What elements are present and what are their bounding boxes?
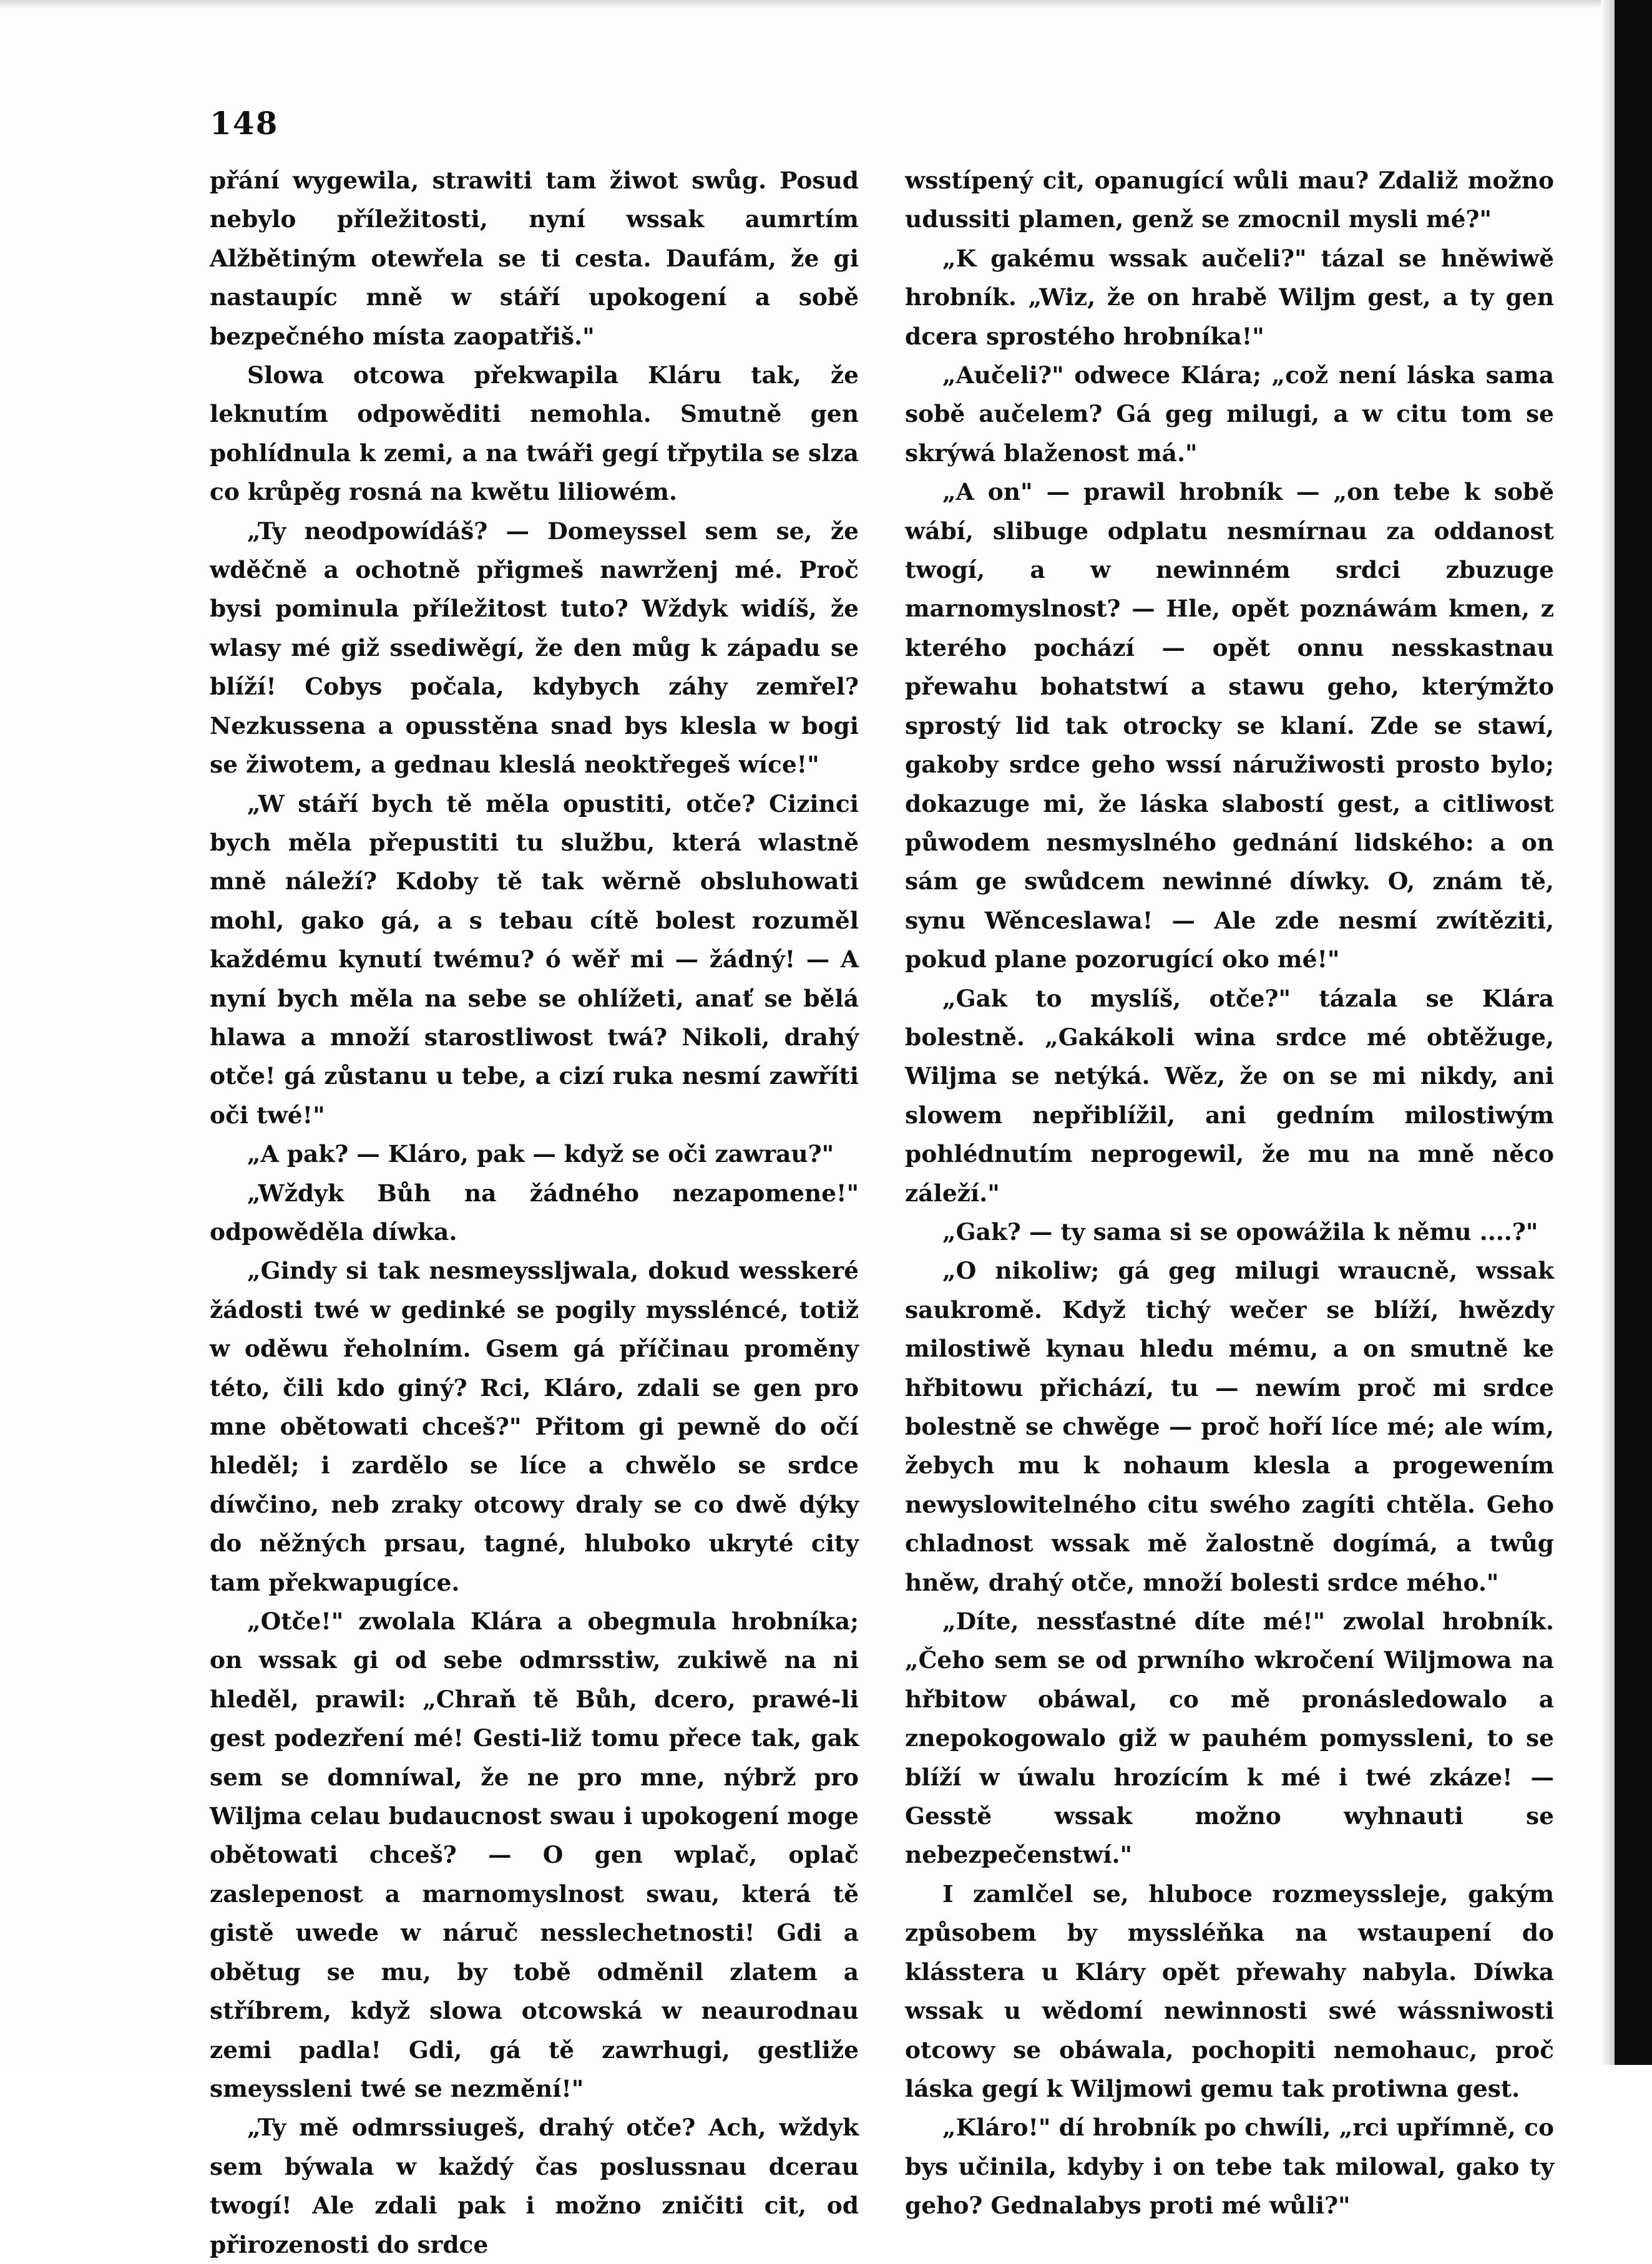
paragraph: „W stáří bych tě měla opustiti, otče? Cizinci bych měla přepustiti tu službu, která wlastně mně náleží? Kdoby tě tak wěrně obsluhowati mohl, gako gá, a s tebau cítě bolest rozuměl každému kynutí twému? ó wěř mi — žádný! — A nyní bych měla na sebe se ohlížeti, anať se bělá hlawa a množí starostliwost twá? Nikoli, drahý otče! gá zůstanu u tebe, a cizí ruka nesmí zawříti oči twé!" — [210, 789, 859, 1129]
paragraph: „Ty neodpowídáš? — Domeyssel sem se, že wděčně a ochotně přigmeš nawrženj mé. Proč bysi pominula příležitost tuto? Wždyk widíš, že wlasy mé giž ssediwěgí, že den můg k západu se blíží! Cobys počala, kdybych záhy zemřel? Nezkussena a opusstěna snad bys klesla w bogi se žiwotem, a gednau kleslá neoktřegeš wíce!" — [210, 517, 859, 779]
paragraph: „Aučeli?" odwece Klára; „což není láska sama sobě aučelem? Gá geg milugi, a w citu tom se skrýwá blaženost má." — [905, 361, 1554, 467]
paragraph: „Díte, nessťastné díte mé!" zwolal hrobník. „Čeho sem se od prwního wkročení Wiljmowa na hřbitow obáwal, co mě pronásledowalo a znepokogowalo giž w pauhém pomyssleni, to se blíží w úwalu hrozícím k mé i twé zkáze! — Gesstě wssak možno wyhnauti se nebezpečenstwí." — [905, 1608, 1554, 1869]
paragraph: I zamlčel se, hluboce rozmeyssleje, gakým způsobem by myssléňka na wstaupení do klásstera u Kláry opět přewahy nabyla. Díwka wssak u wědomí newinnosti swé wássniwosti otcowy se obáwala, pochopiti nemohauc, proč láska gegí k Wiljmowi gemu tak protiwna gest. — [905, 1880, 1554, 2102]
paragraph: „Wždyk Bůh na žádného nezapomene!" odpowěděla díwka. — [210, 1179, 859, 1246]
paragraph: „Gak? — ty sama si se opowážila k němu ....?" — [942, 1217, 1538, 1246]
paragraph: „K gakému wssak aučeli?" tázal se hněwiwě hrobník. „Wiz, že on hrabě Wiljm gest, a ty gen dcera sprostého hrobníka!" — [905, 244, 1554, 350]
paragraph: wsstípený cit, opanugící wůli mau? Zdaliž možno udussiti plamen, genž se zmocnil mysli mé?" — [905, 167, 1554, 233]
paragraph: „Kláro!" dí hrobník po chwíli, „rci upřímně, co bys učinila, kdyby i on tebe tak milowal, gako ty geho? Gednalabys proti mé wůli?" — [905, 2114, 1554, 2220]
paragraph: Slowa otcowa překwapila Kláru tak, že leknutím odpowěditi nemohla. Smutně gen pohlídnula k zemi, a na twáři gegí třpytila se slza co krůpěg rosná na kwětu liliowém. — [210, 361, 859, 506]
page-top-shadow — [0, 0, 1615, 9]
paragraph: „A on" — prawil hrobník — „on tebe k sobě wábí, slibuge odplatu nesmírnau za oddanost twogí, a w newinném srdci zbuzuge marnomyslnost? — Hle, opět poznáwám kmen, z kterého pochází — opět onnu nesskastnau přewahu bohatstwí a stawu geho, kterýmžto sprostý lid tak otrocky se klaní. Zde se stawí, gakoby srdce geho wssí náružiwosti prosto bylo; dokazuge mi, že láska slabostí gest, a citliwost půwodem nesmyslného gednání lidského: a on sám ge swůdcem newinné díwky. O, znám tě, synu Wěnceslawa! — Ale zde nesmí zwítěziti, pokud plane pozorugící oko mé!" — [905, 478, 1554, 973]
right-text-column — [905, 161, 1554, 2225]
paragraph: přání wygewila, strawiti tam žiwot swůg. Posud nebylo příležitosti, nyní wssak aumrtím Alžbětiným otewřela se ti cesta. Daufám, že gi nastaupíc mně w stáří upokogení a sobě bezpečného místa zaopatřiš." — [210, 167, 859, 350]
page-right-edge — [1615, 0, 1652, 2065]
paragraph: „Ty mě odmrssiugeš, drahý otče? Ach, wždyk sem býwala w každý čas poslussnau dcerau twogí! Ale zdali pak i možno zničiti cit, od přirozenosti do srdce — [210, 2114, 859, 2258]
paragraph: „O nikoliw; gá geg milugi wraucně, wssak saukromě. Když tichý wečer se blíží, hwězdy milostiwě kynau hledu mému, a on smutně ke hřbitowu přichází, tu — newím proč mi srdce bolestně se chwěge — proč hoří líce mé; ale wím, žebych mu k nohaum klesla a progewením newyslowitelného citu swého zagíti chtěla. Geho chladnost wssak mě žalostně dogímá, a twůg hněw, drahý otče, množí bolesti srdce mého." — [905, 1257, 1554, 1596]
paragraph: „Otče!" zwolala Klára a obegmula hrobníka; on wssak gi od sebe odmrsstiw, zukiwě na ni hleděl, prawil: „Chraň tě Bůh, dcero, prawé-li gest podezření mé! Gesti-liž tomu přece tak, gak sem se domníwal, že ne pro mne, nýbrž pro Wiljma celau budaucnost swau i upokogení moge obětowati chceš? — O gen wplač, oplač zaslepenost a marnomyslnost swau, která tě gistě uwede w náruč nesslechetnosti! Gdi a obětug se mu, by tobě odměnil zlatem a stříbrem, když slowa otcowská w neaurodnau zemi padla! Gdi, gá tě zawrhugi, gestliže smeyssleni twé se nezmění!" — [210, 1608, 859, 2102]
paragraph: „Gak to myslíš, otče?" tázala se Klára bolestně. „Gakákoli wina srdce mé obtěžuge, Wiljma se netýká. Wěz, že on se mi nikdy, ani slowem nepřiblížil, ani gedním milostiwým pohlédnutím neprogewil, že mu na mně něco záleží." — [905, 984, 1554, 1207]
page-number: 148 — [210, 105, 279, 142]
paragraph: „Gindy si tak nesmeyssljwala, dokud wesskeré žádosti twé w gedinké se pogily myssléncé, totiž w oděwu řeholním. Gsem gá příčinau proměny této, čili kdo giný? Rci, Kláro, zdali se gen pro mne obětowati chceš?" Přitom gi pewně do očí hleděl; i zardělo se líce a chwělo se srdce díwčino, neb zraky otcowy draly se co dwě dýky do něžných prsau, tagné, hluboko ukryté city tam překwapugíce. — [210, 1257, 859, 1596]
paragraph: „A pak? — Kláro, pak — když se oči zawrau?" — [247, 1140, 834, 1168]
left-text-column — [210, 161, 859, 2264]
